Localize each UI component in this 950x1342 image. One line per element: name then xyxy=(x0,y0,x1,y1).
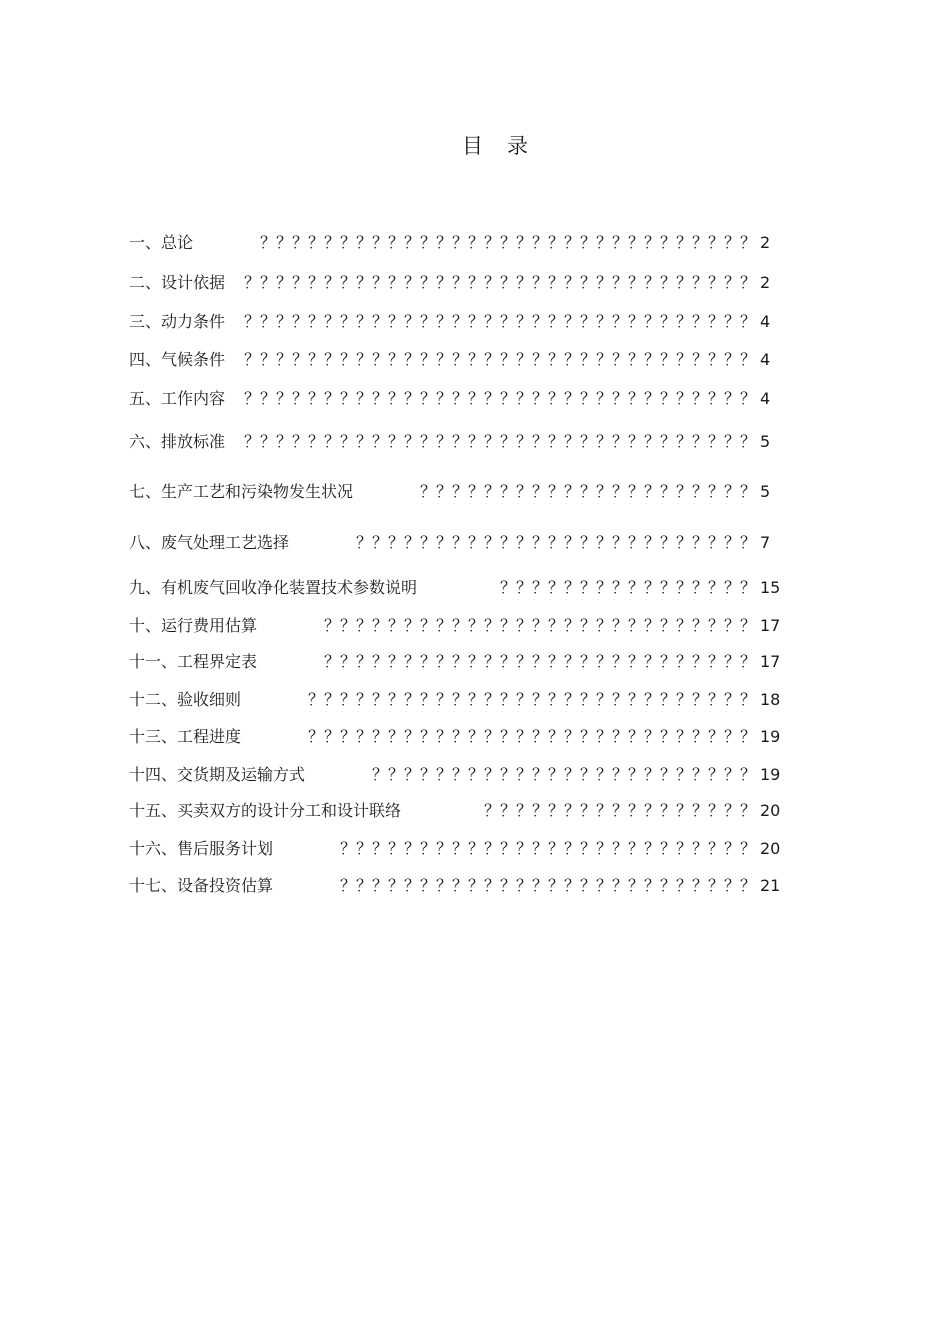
page-title-char-2: 录 xyxy=(507,134,528,158)
toc-entry-label: 十四、交货期及运输方式 xyxy=(129,765,306,784)
toc-entry[interactable] xyxy=(129,481,784,503)
toc-entry-page: 2 xyxy=(760,273,771,292)
toc-entry-leader: ？？？？？？？？？？？？？？？？？？？？？？？？？ xyxy=(356,533,757,552)
toc-entry-label: 十六、售后服务计划 xyxy=(129,839,274,858)
toc-entry-label: 十三、工程进度 xyxy=(129,727,242,746)
toc-entry-label: 七、生产工艺和污染物发生状况 xyxy=(129,482,354,501)
toc-entry[interactable] xyxy=(129,838,784,860)
toc-entry-leader: ？？？？？？？？？？？？？？？？？？？？？ xyxy=(420,482,757,501)
toc-entry-label: 一、总论 xyxy=(129,233,194,252)
toc-entry-label: 二、设计依据 xyxy=(129,273,226,292)
toc-entry-page: 21 xyxy=(760,876,781,895)
toc-entry-leader: ？？？？？？？？？？？？？？？？？？？？？？？？？？？？？？？ xyxy=(260,233,757,252)
toc-entry-page: 20 xyxy=(760,839,781,858)
toc-entry[interactable] xyxy=(129,875,784,897)
toc-entry-leader: ？？？？？？？？？？？？？？？？？？？？？？？？？？ xyxy=(340,839,757,858)
toc-entry[interactable] xyxy=(129,651,784,673)
toc-entry[interactable] xyxy=(129,431,784,453)
toc-entry-leader: ？？？？？？？？？？？？？？？？？？？？？？？？？？？ xyxy=(324,616,757,635)
toc-entry-label: 十五、买卖双方的设计分工和设计联络 xyxy=(129,801,402,820)
toc-entry-label: 十一、工程界定表 xyxy=(129,652,258,671)
page-title-char-1: 目 xyxy=(462,134,483,158)
toc-entry-page: 19 xyxy=(760,727,781,746)
toc-entry[interactable] xyxy=(129,272,784,294)
toc-entry[interactable] xyxy=(129,689,784,711)
toc-entry-page: 4 xyxy=(760,312,771,331)
toc-entry[interactable] xyxy=(129,232,784,254)
toc-entry-leader: ？？？？？？？？？？？？？？？？？？？？？？？？ xyxy=(372,765,757,784)
toc-entry[interactable] xyxy=(129,311,784,333)
toc-entry-label: 九、有机废气回收净化装置技术参数说明 xyxy=(129,578,418,597)
toc-entry-page: 17 xyxy=(760,652,781,671)
toc-entry-label: 四、气候条件 xyxy=(129,350,226,369)
toc-entry-label: 六、排放标准 xyxy=(129,432,226,451)
toc-entry[interactable] xyxy=(129,764,784,786)
toc-entry[interactable] xyxy=(129,726,784,748)
toc-entry-label: 十二、验收细则 xyxy=(129,690,242,709)
toc-entry-leader: ？？？？？？？？？？？？？？？？？？？？？？？？？？？？ xyxy=(308,727,757,746)
toc-entry-page: 15 xyxy=(760,578,781,597)
toc-entry-label: 十、运行费用估算 xyxy=(129,616,258,635)
toc-entry-leader: ？？？？？？？？？？？？？？？？？？？？？？？？？？？？？？？？ xyxy=(244,312,757,331)
page-title xyxy=(0,130,950,160)
toc-entry-page: 4 xyxy=(760,389,771,408)
toc-entry-leader: ？？？？？？？？？？？？？？？？？？？？？？？？？？ xyxy=(340,876,757,895)
toc-entry-leader: ？？？？？？？？？？？？？？？？？？？？？？？？？？？？？？？？ xyxy=(244,389,757,408)
toc-entry-label: 三、动力条件 xyxy=(129,312,226,331)
toc-entry-label: 十七、设备投资估算 xyxy=(129,876,274,895)
toc-entry-leader: ？？？？？？？？？？？？？？？？？？？？？？？？？？？？？？？？ xyxy=(244,432,757,451)
toc-entry-page: 7 xyxy=(760,533,771,552)
toc-entry[interactable] xyxy=(129,349,784,371)
toc-entry[interactable] xyxy=(129,800,784,822)
toc-entry-page: 4 xyxy=(760,350,771,369)
toc-entry[interactable] xyxy=(129,388,784,410)
toc-entry-leader: ？？？？？？？？？？？？？？？？？？？？？？？？？？？ xyxy=(324,652,757,671)
toc-entry-label: 八、废气处理工艺选择 xyxy=(129,533,290,552)
toc-entry-page: 20 xyxy=(760,801,781,820)
toc-entry-page: 19 xyxy=(760,765,781,784)
toc-entry-leader: ？？？？？？？？？？？？？？？？？ xyxy=(484,801,757,820)
toc-entry-page: 5 xyxy=(760,482,771,501)
toc-entry-label: 五、工作内容 xyxy=(129,389,226,408)
toc-entry-page: 17 xyxy=(760,616,781,635)
toc-entry[interactable] xyxy=(129,615,784,637)
toc-entry-page: 5 xyxy=(760,432,771,451)
toc-entry-leader: ？？？？？？？？？？？？？？？？ xyxy=(500,578,757,597)
toc-entry-leader: ？？？？？？？？？？？？？？？？？？？？？？？？？？？？？？？？ xyxy=(244,350,757,369)
toc-entry[interactable] xyxy=(129,577,784,599)
toc-entry-page: 18 xyxy=(760,690,781,709)
toc-entry-page: 2 xyxy=(760,233,771,252)
toc-entry[interactable] xyxy=(129,532,784,554)
toc-entry-leader: ？？？？？？？？？？？？？？？？？？？？？？？？？？？？？？？？ xyxy=(244,273,757,292)
toc-entry-leader: ？？？？？？？？？？？？？？？？？？？？？？？？？？？？ xyxy=(308,690,757,709)
